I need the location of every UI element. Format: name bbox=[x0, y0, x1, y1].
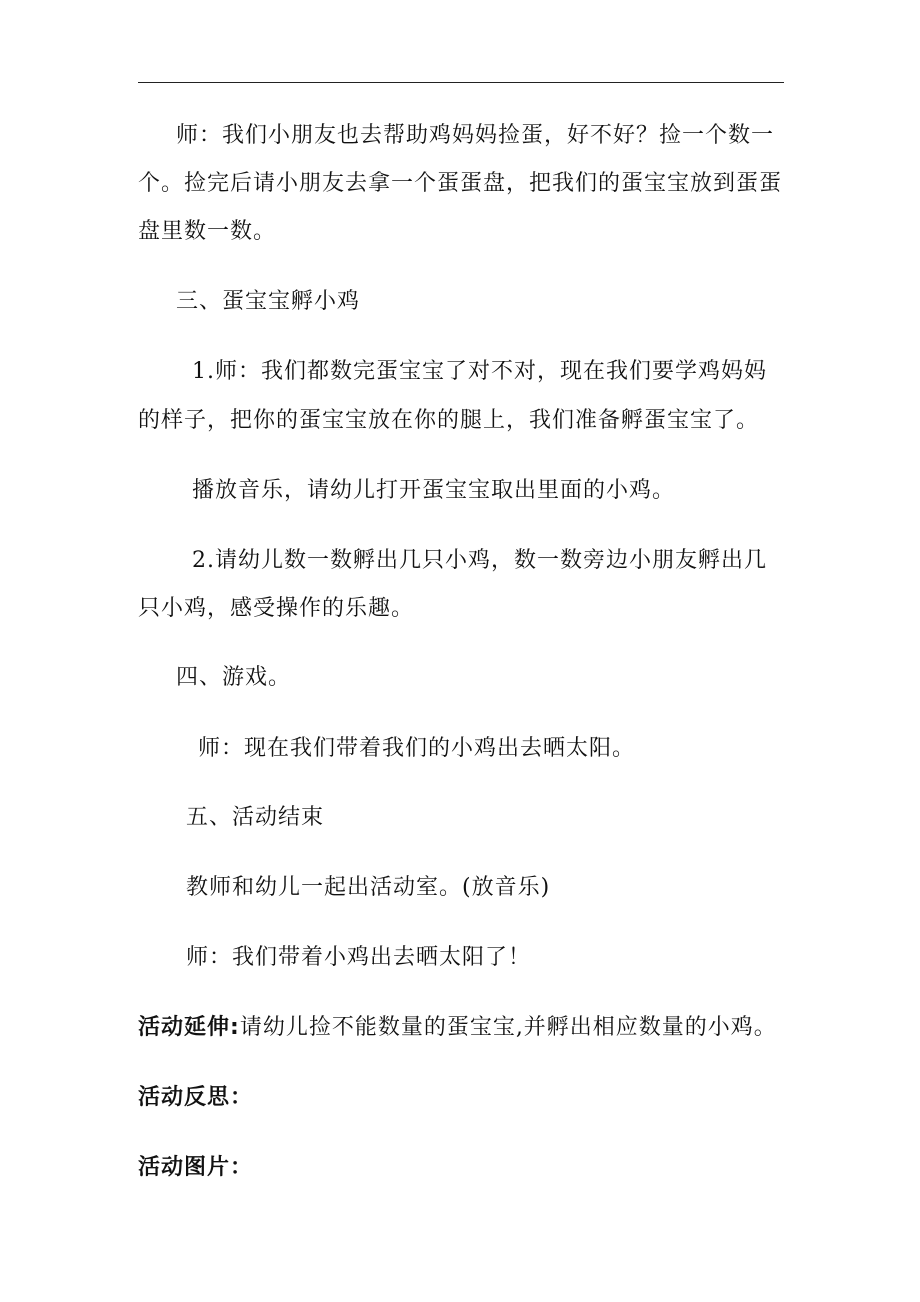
paragraph-line: 师：我们小朋友也去帮助鸡妈妈捡蛋，好不好？捡一个数一 bbox=[176, 123, 775, 148]
activity-extension bbox=[138, 1014, 777, 1042]
paragraph-line: 只小鸡，感受操作的乐趣。 bbox=[138, 596, 415, 621]
paragraph-line: 的样子，把你的蛋宝宝放在你的腿上，我们准备孵蛋宝宝了。 bbox=[138, 408, 760, 433]
pictures-label: 活动图片： bbox=[138, 1155, 254, 1180]
extension-label: 活动延伸: bbox=[138, 1015, 240, 1040]
reflection-label: 活动反思： bbox=[138, 1085, 254, 1110]
paragraph-line: 教师和幼儿一起出活动室。(放音乐) bbox=[186, 875, 551, 900]
paragraph-line: 播放音乐，请幼儿打开蛋宝宝取出里面的小鸡。 bbox=[192, 478, 676, 503]
extension-text: 请幼儿捡不能数量的蛋宝宝,并孵出相应数量的小鸡。 bbox=[239, 1015, 777, 1040]
paragraph-line: 2.请幼儿数一数孵出几只小鸡，数一数旁边小朋友孵出几 bbox=[192, 548, 767, 573]
section-heading: 四、游戏。 bbox=[176, 665, 292, 690]
section-heading: 五、活动结束 bbox=[186, 805, 325, 830]
paragraph-line: 1.师：我们都数完蛋宝宝了对不对，现在我们要学鸡妈妈 bbox=[192, 359, 767, 384]
section-heading: 三、蛋宝宝孵小鸡 bbox=[176, 289, 361, 314]
paragraph-line: 师：现在我们带着我们的小鸡出去晒太阳。 bbox=[198, 736, 636, 761]
paragraph-line: 盘里数一数。 bbox=[138, 219, 277, 244]
paragraph-line: 个。捡完后请小朋友去拿一个蛋蛋盘，把我们的蛋宝宝放到蛋蛋 bbox=[138, 171, 783, 196]
header-rule bbox=[138, 82, 784, 83]
paragraph-line: 师：我们带着小鸡出去晒太阳了！ bbox=[186, 945, 532, 970]
